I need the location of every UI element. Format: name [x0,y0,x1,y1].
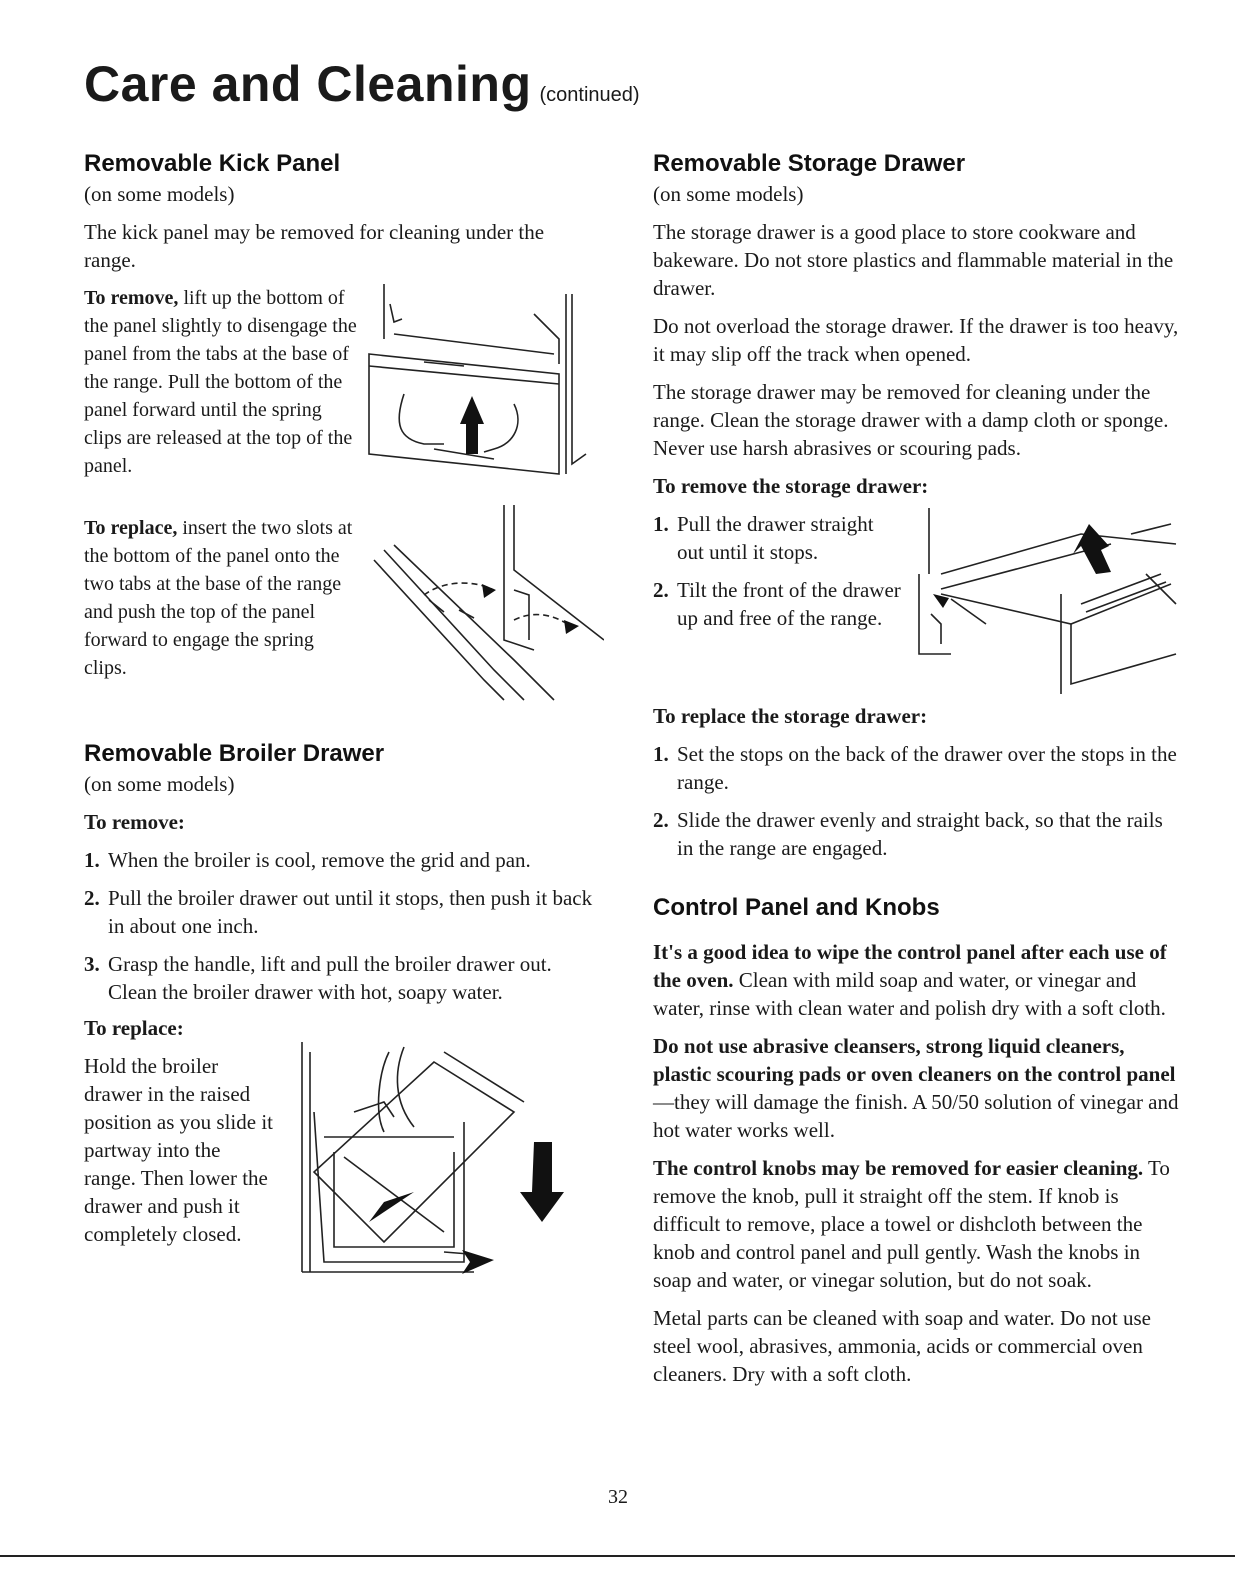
page-title-suffix: (continued) [539,84,640,106]
storage-replace-steps [653,740,1183,862]
list-item: 1. Set the stops on the back of the drawer over the stops in the range. [653,742,1177,794]
kick-panel-remove-label: To remove, [84,287,179,309]
storage-drawer-illustration [911,504,1181,694]
storage-paragraph-2: Do not overload the storage drawer. If the drawer is too heavy, it may slip off the track when opened. [653,314,1179,366]
control-paragraph-3: The control knobs may be removed for easier cleaning. To remove the knob, pull it straight off the stem. If knob is difficult to remove, place a towel or dishcloth between the knob and control panel and pull gently. Wash the knobs in soap and water, or vinegar solution, but do not soak. [653,1156,1170,1292]
kick-panel-heading: Removable Kick Panel [84,150,341,177]
broiler-remove-label: To remove: [84,810,185,834]
control-paragraph-4: Metal parts can be cleaned with soap and water. Do not use steel wool, abrasives, ammonia, acids or commercial oven cleaners. Dry with a soft cloth. [653,1306,1152,1386]
broiler-replace-text: Hold the broiler drawer in the raised position as you slide it partway into the range. Then lower the drawer and push it completely closed. [84,1054,273,1246]
right-column [653,148,1183,1398]
list-item: 1. Pull the drawer straight out until it stops. [653,512,874,564]
kick-panel-replace-text: To replace, insert the two slots at the bottom of the panel onto the two tabs at the base of the range and push the top of the panel forward to engage the spring clips. [84,517,353,679]
storage-drawer-section [653,148,1183,862]
storage-remove-label: To remove the storage drawer: [653,474,929,498]
list-item: 2. Pull the broiler drawer out until it stops, then push it back in about one inch. [84,886,593,938]
storage-paragraph-1: The storage drawer is a good place to store cookware and bakeware. Do not store plastics and flammable material in the drawer. [653,220,1174,300]
left-column [84,148,604,1282]
kick-panel-remove-text: To remove, lift up the bottom of the panel slightly to disengage the panel from the tabs at the base of the range. Pull the bottom of the panel forward until the spring clips are released at the top of the panel. [84,287,357,477]
page-title [84,55,640,113]
control-panel-section [653,892,1183,1388]
page-title-main: Care and Cleaning [84,56,532,112]
kick-panel-subtitle: (on some models) [84,182,235,206]
list-item: 1. When the broiler is cool, remove the grid and pan. [84,848,531,872]
storage-paragraph-3: The storage drawer may be removed for cleaning under the range. Clean the storage drawer with a damp cloth or sponge. Never use harsh abrasives or scouring pads. [653,380,1169,460]
kick-panel-intro: The kick panel may be removed for cleaning under the range. [84,220,545,272]
page-number: 32 [608,1486,628,1508]
broiler-drawer-heading: Removable Broiler Drawer [84,740,385,767]
broiler-drawer-subtitle: (on some models) [84,772,235,796]
list-item: 2. Slide the drawer evenly and straight back, so that the rails in the range are engaged. [653,808,1163,860]
storage-drawer-heading: Removable Storage Drawer [653,150,966,177]
broiler-replace-illustration [294,1032,604,1277]
kick-panel-replace-illustration [364,500,604,710]
storage-drawer-subtitle: (on some models) [653,182,804,206]
broiler-remove-steps [84,846,594,1006]
control-panel-heading: Control Panel and Knobs [653,894,940,921]
control-paragraph-1: It's a good idea to wipe the control panel after each use of the oven. Clean with mild soap and water, or vinegar and water, rinse with clean water and polish dry with a soft cloth. [653,940,1167,1020]
storage-remove-steps [653,510,903,632]
storage-replace-label: To replace the storage drawer: [653,704,928,728]
kick-panel-replace-label: To replace, [84,517,178,539]
kick-panel-section [84,148,604,704]
kick-panel-remove-illustration [364,274,594,484]
control-paragraph-2: Do not use abrasive cleansers, strong liquid cleaners, plastic scouring pads or oven cleaners on the control panel—they will damage the finish. A 50/50 solution of vinegar and hot water works well. [653,1034,1179,1142]
broiler-replace-label: To replace: [84,1016,184,1040]
broiler-drawer-section [84,738,604,1282]
list-item: 3. Grasp the handle, lift and pull the broiler drawer out. Clean the broiler drawer with hot, soapy water. [84,952,552,1004]
list-item: 2. Tilt the front of the drawer up and free of the range. [653,578,901,630]
bottom-divider [0,1555,1235,1557]
